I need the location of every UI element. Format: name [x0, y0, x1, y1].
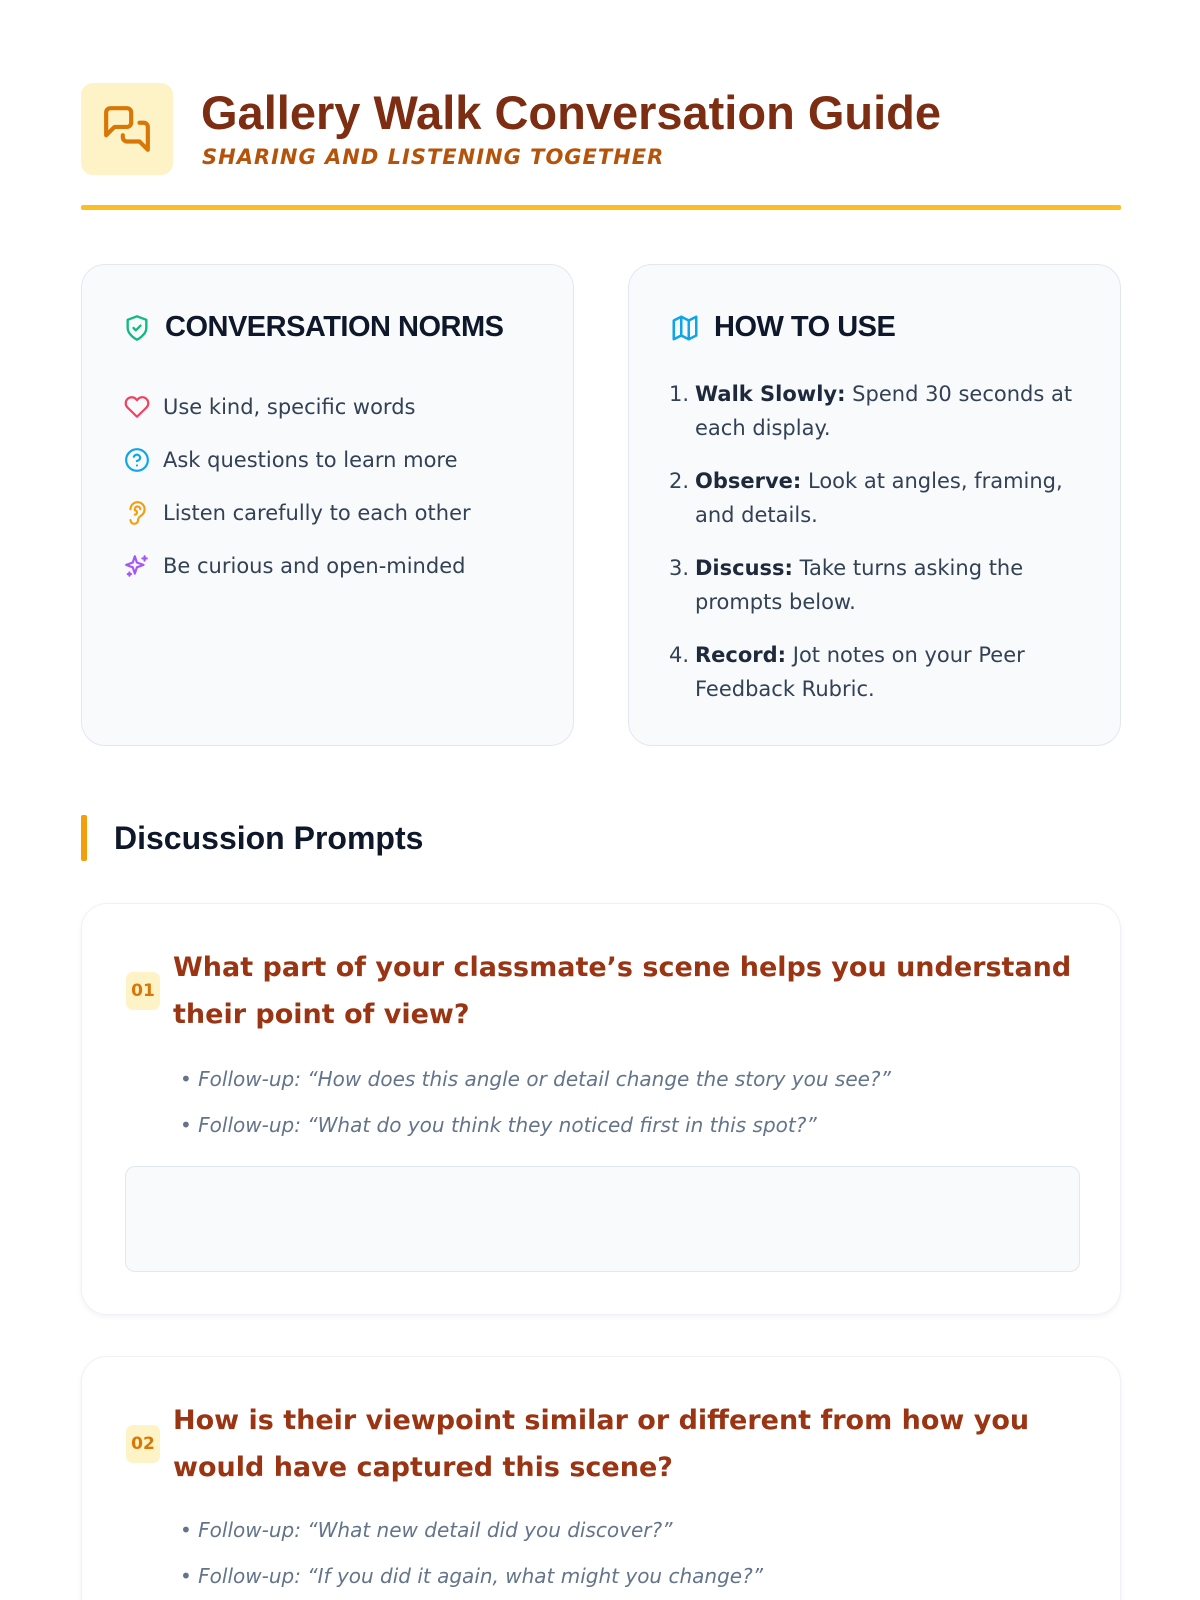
how-to-use-heading-label: HOW TO USE — [714, 311, 896, 343]
step-item — [669, 464, 1089, 532]
page-subtitle: SHARING AND LISTENING TOGETHER — [202, 145, 665, 169]
page-title: Gallery Walk Conversation Guide — [201, 86, 942, 139]
heart-icon — [123, 393, 151, 421]
step-detail: Take turns asking the prompts below. — [695, 556, 1024, 614]
page-header — [81, 83, 1121, 213]
prompt-question — [126, 944, 1076, 1038]
step-label: Record: — [695, 643, 787, 667]
step-label: Discuss: — [695, 556, 793, 580]
notes-answer-box[interactable] — [125, 1166, 1080, 1272]
chat-bubbles-icon — [102, 104, 152, 154]
step-text — [695, 551, 1089, 619]
step-detail: Spend 30 seconds at each display. — [695, 382, 1073, 440]
step-number: 1. — [669, 382, 690, 406]
step-label: Observe: — [695, 469, 802, 493]
norm-item — [123, 486, 471, 539]
step-detail: Jot notes on your Peer Feedback Rubric. — [695, 643, 1025, 701]
step-item — [669, 377, 1089, 445]
norms-heading — [123, 311, 503, 344]
step-number: 3. — [669, 556, 690, 580]
prompt-number-badge: 02 — [126, 1425, 160, 1463]
followup-item: • Follow-up: “What do you think they noticed first in this spot?” — [180, 1113, 817, 1137]
norm-item — [123, 539, 471, 592]
step-detail: Look at angles, framing, and details. — [695, 469, 1063, 527]
prompt-question-text: What part of your classmate’s scene helps you understand their point of view? — [173, 952, 1072, 1030]
step-number: 4. — [669, 643, 690, 667]
section-accent-bar — [81, 815, 87, 861]
sparkles-icon — [123, 552, 151, 580]
followup-item: • Follow-up: “How does this angle or detail change the story you see?” — [180, 1067, 891, 1091]
how-to-use-steps — [669, 377, 1089, 725]
discussion-prompts-heading — [81, 815, 423, 861]
followup-item: • Follow-up: “If you did it again, what might you change?” — [180, 1564, 764, 1588]
norm-text: Use kind, specific words — [163, 394, 416, 419]
step-text — [695, 638, 1089, 706]
prompt-number-badge: 01 — [126, 972, 160, 1010]
section-title: Discussion Prompts — [114, 819, 424, 856]
ear-icon — [123, 499, 151, 527]
step-label: Walk Slowly: — [695, 382, 846, 406]
logo-badge — [81, 83, 173, 175]
how-to-use-heading — [670, 311, 895, 344]
step-text — [695, 464, 1089, 532]
header-divider — [81, 205, 1121, 210]
norm-text: Ask questions to learn more — [163, 447, 458, 472]
followup-list — [180, 1507, 763, 1599]
norm-item — [123, 433, 471, 486]
question-circle-icon — [123, 446, 151, 474]
norm-text: Listen carefully to each other — [163, 500, 471, 525]
shield-check-icon — [123, 314, 151, 342]
prompt-question-text: How is their viewpoint similar or different from how you would have captured this scene? — [173, 1405, 1030, 1483]
step-item — [669, 638, 1089, 706]
step-number: 2. — [669, 469, 690, 493]
how-to-use-card — [628, 264, 1121, 746]
prompt-card — [81, 903, 1121, 1315]
followup-list — [180, 1056, 891, 1148]
norms-heading-label: CONVERSATION NORMS — [165, 311, 504, 343]
norms-card — [81, 264, 574, 746]
prompt-card — [81, 1356, 1121, 1600]
map-icon — [670, 313, 700, 343]
followup-item: • Follow-up: “What new detail did you discover?” — [180, 1518, 673, 1542]
step-item — [669, 551, 1089, 619]
norm-text: Be curious and open-minded — [163, 553, 466, 578]
norms-list — [123, 380, 471, 592]
step-text — [695, 377, 1089, 445]
norm-item — [123, 380, 471, 433]
prompt-question — [126, 1397, 1076, 1491]
